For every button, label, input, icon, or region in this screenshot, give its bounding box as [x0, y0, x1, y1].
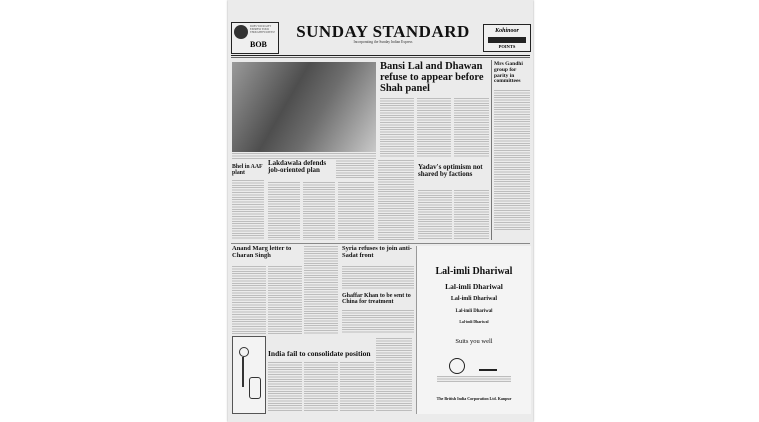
bhel-story [232, 180, 264, 240]
story-col-5 [378, 160, 414, 240]
ad-logo-right-icon [479, 361, 497, 371]
advertisement [416, 246, 531, 414]
bhel-headline: Bhel in AAF plant [232, 164, 263, 177]
lead-headline: Bansi Lal and Dhawan refuse to appear before Shah panel [380, 61, 484, 95]
lakdawala-headline: Lakdawala defends job-oriented plan [268, 159, 327, 175]
cartoon-figure-icon [239, 347, 249, 357]
ghaffar-headline: Ghaffar Khan to be sent to China for treatment [342, 293, 411, 306]
ad-line-3: Lal-imli Dhariwal [450, 296, 498, 302]
right-ad-sub: POINTS [498, 44, 516, 49]
newspaper-page [228, 0, 533, 422]
left-ad-label: BOB [250, 40, 267, 49]
story-col-6 [304, 246, 338, 334]
section-rule [231, 243, 530, 244]
lead-story-col-2 [417, 98, 451, 158]
anand-marg-col-2 [268, 266, 302, 334]
front-page-photo [232, 62, 376, 152]
cartoon-figure-2 [249, 377, 261, 399]
anand-marg-col-1 [232, 266, 266, 334]
ad-line-1: Lal-imli Dhariwal [435, 266, 513, 277]
side-story-col [494, 90, 530, 230]
right-ad-bar [488, 37, 526, 43]
ad-line-2: Lal-imli Dhariwal [445, 282, 503, 291]
masthead-title: SUNDAY STANDARD [296, 22, 470, 41]
lead-story-col-3 [454, 98, 489, 158]
lead-story-col-1 [380, 98, 414, 158]
story-col-4 [338, 182, 374, 240]
syria-headline: Syria refuses to join anti-Sadat front [342, 245, 412, 259]
cartoon-box [232, 336, 266, 414]
ad-company: The British India Corporation Ltd. Kanpur [436, 396, 512, 401]
right-ad-brand: Kohinoor [495, 28, 519, 34]
masthead-left-ad [231, 22, 279, 54]
yadav-col-1 [418, 190, 452, 240]
small-story-box [336, 158, 374, 178]
side-lead-headline: Mrs Gandhi group for parity in committees [494, 61, 523, 85]
yadav-headline: Yadav's optimism not shared by factions [418, 163, 483, 179]
masthead-right-ad [483, 24, 531, 52]
left-ad-text: DOES YOUR GIFT EXPRESS YOUR THOUGHTFULNESS? [250, 25, 275, 35]
lakdawala-col-2 [303, 182, 335, 240]
india-col-3 [340, 362, 374, 412]
masthead-tagline: Incorporating the Sunday Indian Express [353, 40, 413, 44]
ad-logo-left-icon [449, 358, 465, 374]
india-headline: India fail to consolidate position [268, 349, 371, 358]
india-col-1 [268, 362, 302, 412]
anand-marg-headline: Anand Marg letter to Charan Singh [232, 245, 292, 259]
story-col-7 [376, 338, 412, 412]
masthead-rule-2 [231, 57, 530, 58]
masthead-rule [231, 55, 530, 56]
ad-logo-icon [234, 25, 248, 39]
ad-line-4: Lal-imli Dhariwal [455, 309, 493, 314]
lakdawala-col-1 [268, 182, 300, 240]
cartoon-figure-body [242, 357, 244, 387]
india-col-2 [304, 362, 338, 412]
ad-slogan: Suits you well [455, 338, 493, 345]
column-rule [491, 60, 492, 240]
ad-line-5: Lal-imli Dhariwal [459, 320, 489, 324]
ad-fine-print [437, 376, 511, 382]
yadav-col-2 [454, 190, 489, 240]
